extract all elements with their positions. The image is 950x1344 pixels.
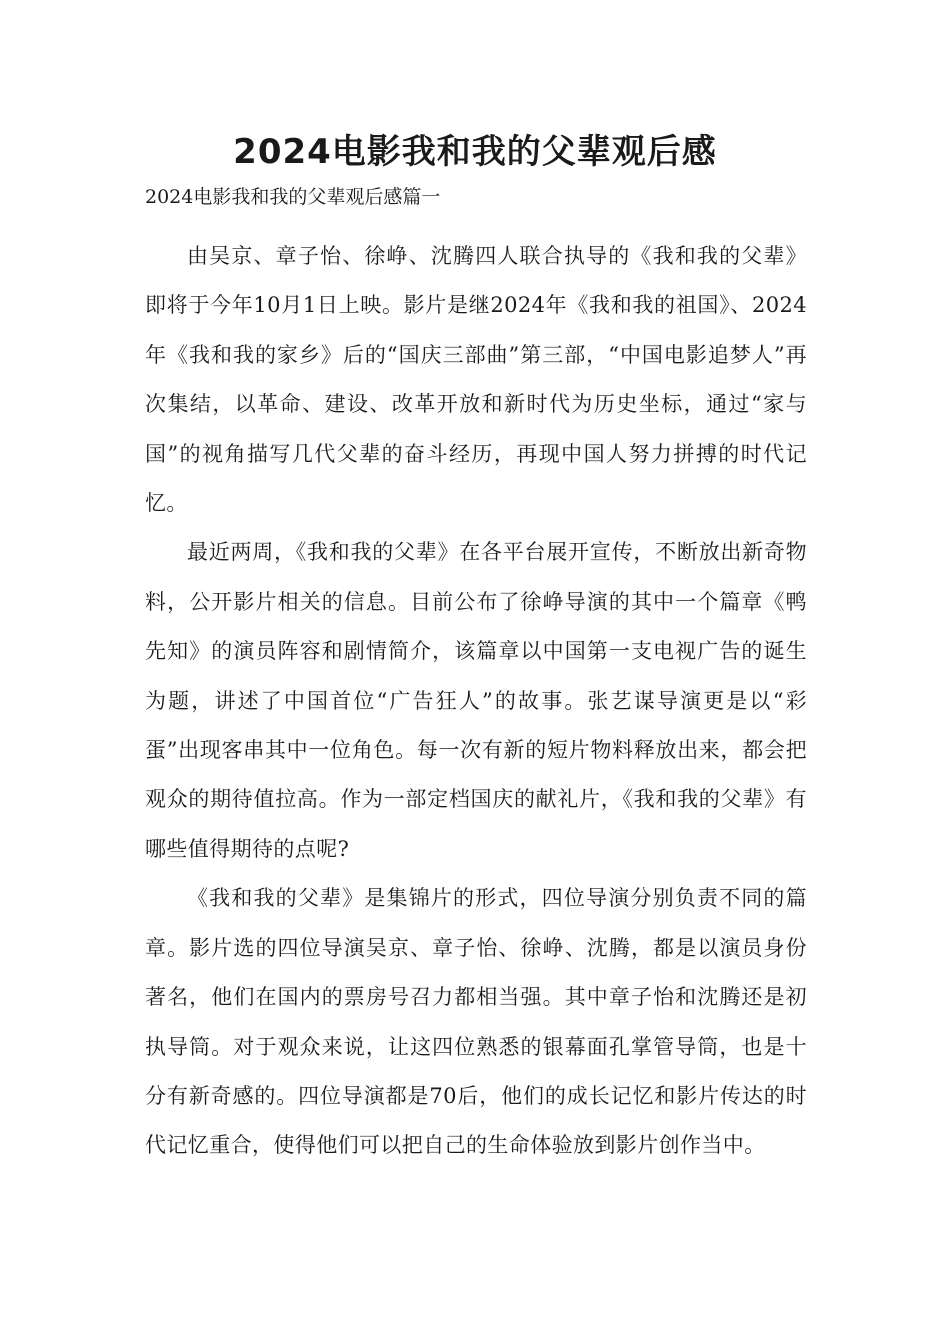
paragraph: 《我和我的父辈》是集锦片的形式，四位导演分别负责不同的篇章。影片选的四位导演吴京、章子怡、徐峥、沈腾，都是以演员身份著名，他们在国内的票房号召力都相当强。其中章子怡和沈腾还是初执导筒。对于观众来说，让这四位熟悉的银幕面孔掌管导筒，也是十分有新奇感的。四位导演都是70后，他们的成长记忆和影片传达的时代记忆重合，使得他们可以把自己的生命体验放到影片创作当中。 xyxy=(145,886,807,1158)
paragraph: 最近两周，《我和我的父辈》在各平台展开宣传，不断放出新奇物料，公开影片相关的信息。目前公布了徐峥导演的其中一个篇章《鸭先知》的演员阵容和剧情简介，该篇章以中国第一支电视广告的诞生为题，讲述了中国首位“广告狂人”的故事。张艺谋导演更是以“彩蛋”出现客串其中一位角色。每一次有新的短片物料释放出来，都会把观众的期待值拉高。作为一部定档国庆的献礼片，《我和我的父辈》有哪些值得期待的点呢? xyxy=(145,540,807,861)
document-body xyxy=(145,232,807,1171)
section-heading: 2024电影我和我的父辈观后感篇一 xyxy=(145,186,441,208)
document-title: 2024电影我和我的父辈观后感 xyxy=(233,132,717,172)
paragraph: 由吴京、章子怡、徐峥、沈腾四人联合执导的《我和我的父辈》即将于今年10月1日上映。影片是继2024年《我和我的祖国》、2024年《我和我的家乡》后的“国庆三部曲”第三部，“中国电影追梦人”再次集结，以革命、建设、改革开放和新时代为历史坐标，通过“家与国”的视角描写几代父辈的奋斗经历，再现中国人努力拼搏的时代记忆。 xyxy=(145,244,807,516)
